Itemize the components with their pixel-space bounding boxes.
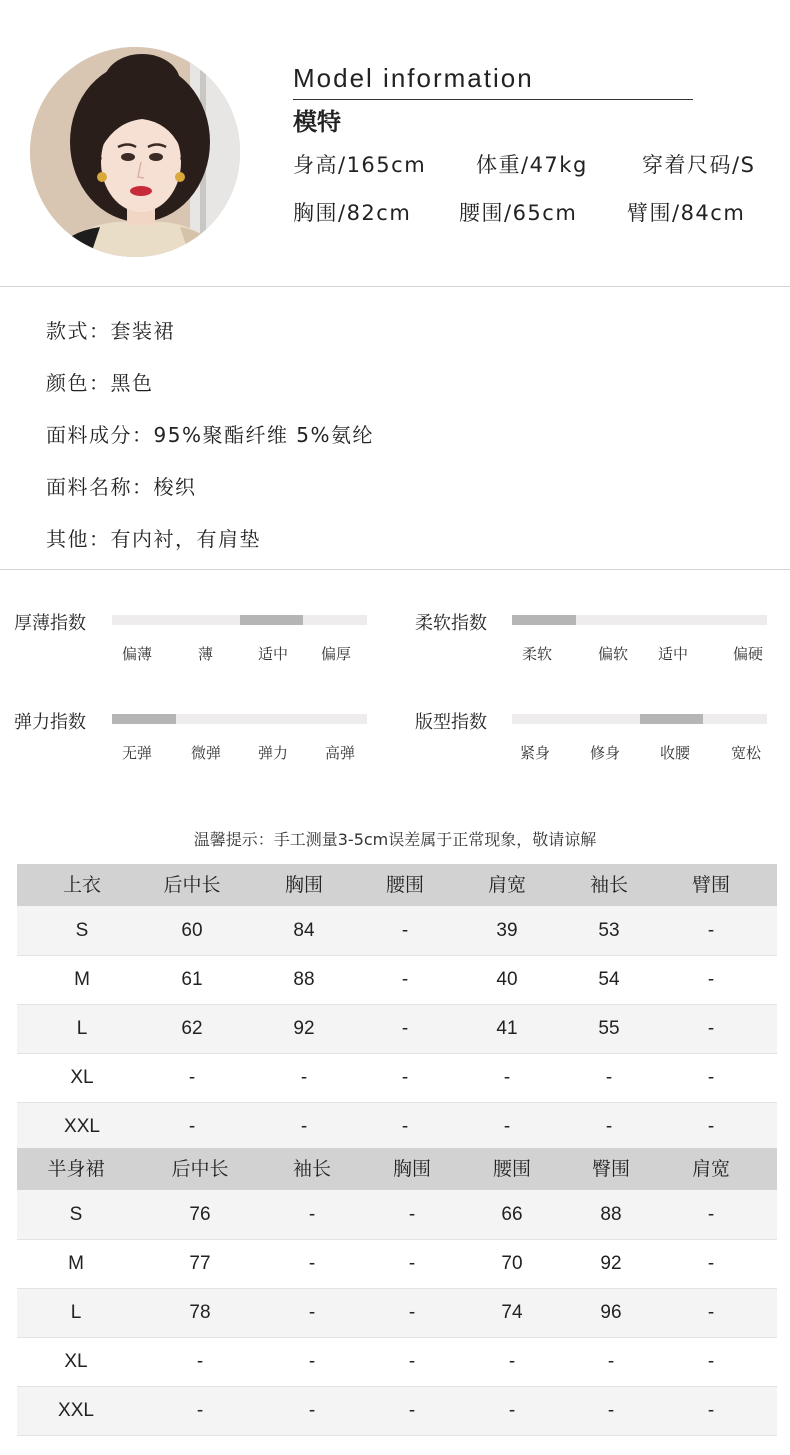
table-cell: 74 (501, 1302, 523, 1323)
table-header-cell: 肩宽 (691, 1158, 730, 1180)
model-height: 身高/165cm (293, 153, 427, 177)
table-cell: - (707, 1253, 715, 1274)
section-divider (0, 569, 790, 570)
table-cell: - (707, 920, 715, 941)
table-row (17, 1004, 777, 1053)
size-table (17, 864, 777, 1435)
table-cell: L (70, 1302, 82, 1323)
table-header-cell: 后中长 (163, 874, 221, 896)
table-cell: - (408, 1302, 416, 1323)
elasticity-index-bar (112, 714, 367, 724)
thickness-label: 偏厚 (321, 645, 352, 663)
table-row-divider (17, 1102, 777, 1103)
table-cell: - (300, 1116, 308, 1137)
table-cell: - (605, 1116, 613, 1137)
table-header-cell: 袖长 (589, 874, 628, 896)
table-header-cell: 臂围 (691, 874, 730, 896)
table-cell: M (74, 969, 90, 990)
table-cell: XXL (64, 1116, 100, 1137)
table-row (17, 1386, 777, 1435)
table-cell: - (605, 1067, 613, 1088)
table-row-divider (17, 1435, 777, 1436)
table-cell: 40 (496, 969, 518, 990)
softness-label: 偏软 (598, 645, 629, 663)
softness-label: 柔软 (522, 645, 553, 663)
table-cell: 61 (181, 969, 203, 990)
table-cell: - (503, 1116, 511, 1137)
table-header-cell: 肩宽 (487, 874, 526, 896)
table-header-cell: 腰围 (385, 874, 424, 896)
fit-index-fill (640, 714, 704, 724)
table-cell: 53 (598, 920, 620, 941)
fit-label: 紧身 (520, 744, 551, 762)
table-cell: 41 (496, 1018, 518, 1039)
table-row (17, 955, 777, 1004)
table-cell: - (707, 969, 715, 990)
model-waist: 腰围/65cm (459, 201, 578, 225)
table-row (17, 906, 777, 955)
section-divider (0, 286, 790, 287)
table-cell: - (707, 1302, 715, 1323)
table-cell: - (401, 1018, 409, 1039)
table-cell: 62 (181, 1018, 203, 1039)
table-header-cell: 胸围 (284, 874, 323, 896)
table-row (17, 1288, 777, 1337)
thickness-label: 薄 (198, 645, 214, 663)
table-header-cell: 后中长 (171, 1158, 229, 1180)
top-table-header (17, 864, 777, 906)
skirt-table-header (17, 1148, 777, 1190)
model-info-title: Model information (293, 63, 534, 93)
table-cell: 92 (600, 1253, 622, 1274)
table-cell: - (196, 1351, 204, 1372)
table-cell: 78 (189, 1302, 211, 1323)
table-row (17, 1190, 777, 1239)
thickness-index-bar (112, 615, 367, 625)
model-subtitle: 模特 (293, 108, 341, 136)
table-cell: S (75, 920, 89, 941)
table-cell: - (308, 1253, 316, 1274)
table-cell: - (401, 969, 409, 990)
model-portrait-image (30, 47, 240, 257)
softness-index-fill (512, 615, 576, 625)
table-header-cell: 胸围 (392, 1158, 431, 1180)
table-row (17, 1102, 777, 1151)
softness-label: 适中 (658, 645, 689, 663)
model-avatar (30, 47, 240, 257)
table-cell: - (188, 1116, 196, 1137)
table-cell: XXL (58, 1400, 94, 1421)
table-header-cell: 腰围 (492, 1158, 531, 1180)
model-arm: 臂围/84cm (627, 201, 746, 225)
table-cell: - (408, 1400, 416, 1421)
table-cell: 92 (293, 1018, 315, 1039)
table-cell: 84 (293, 920, 315, 941)
table-row-divider (17, 1239, 777, 1240)
table-cell: 88 (600, 1204, 622, 1225)
table-row-divider (17, 1288, 777, 1289)
model-bust: 胸围/82cm (293, 201, 412, 225)
table-cell: 76 (189, 1204, 211, 1225)
table-cell: - (401, 1116, 409, 1137)
softness-label: 偏硬 (733, 645, 764, 663)
table-cell: XL (70, 1067, 94, 1088)
softness-index-title: 柔软指数 (415, 613, 487, 634)
table-cell: - (401, 920, 409, 941)
table-cell: 54 (598, 969, 620, 990)
table-cell: - (707, 1018, 715, 1039)
table-cell: - (707, 1116, 715, 1137)
table-cell: - (508, 1351, 516, 1372)
model-weight: 体重/47kg (476, 153, 588, 177)
table-cell: - (300, 1067, 308, 1088)
table-cell: 39 (496, 920, 518, 941)
table-cell: - (308, 1302, 316, 1323)
table-cell: - (188, 1067, 196, 1088)
table-cell: L (76, 1018, 88, 1039)
table-row (17, 1337, 777, 1386)
table-row-divider (17, 1386, 777, 1387)
table-cell: - (196, 1400, 204, 1421)
table-cell: XL (64, 1351, 88, 1372)
table-cell: - (707, 1351, 715, 1372)
attr-composition: 面料成分：95%聚酯纤维 5%氨纶 (46, 423, 375, 447)
table-header-cell: 半身裙 (47, 1158, 105, 1180)
fit-index-title: 版型指数 (415, 712, 487, 733)
table-cell: 66 (501, 1204, 523, 1225)
table-header-cell: 袖长 (292, 1158, 331, 1180)
elasticity-label: 高弹 (325, 744, 356, 762)
table-cell: - (503, 1067, 511, 1088)
softness-index-bar (512, 615, 767, 625)
fit-index-bar (512, 714, 767, 724)
elasticity-label: 微弹 (191, 744, 222, 762)
fit-label: 收腰 (660, 744, 691, 762)
table-cell: - (308, 1204, 316, 1225)
table-row-divider (17, 1053, 777, 1054)
table-row (17, 1053, 777, 1102)
table-cell: - (308, 1351, 316, 1372)
table-row-divider (17, 1337, 777, 1338)
elasticity-index-title: 弹力指数 (14, 712, 86, 733)
attr-color: 颜色：黑色 (46, 371, 154, 395)
table-cell: 60 (181, 920, 203, 941)
table-cell: - (308, 1400, 316, 1421)
fit-label: 宽松 (731, 744, 762, 762)
table-cell: 70 (501, 1253, 523, 1274)
elasticity-label: 无弹 (122, 744, 153, 762)
elasticity-label: 弹力 (258, 744, 289, 762)
table-cell: 88 (293, 969, 315, 990)
measurement-tip: 温馨提示：手工测量3-5cm误差属于正常现象，敬请谅解 (193, 830, 597, 849)
table-cell: M (68, 1253, 84, 1274)
table-cell: - (408, 1204, 416, 1225)
table-cell: 96 (600, 1302, 622, 1323)
thickness-index-title: 厚薄指数 (14, 613, 86, 634)
table-cell: - (508, 1400, 516, 1421)
model-size-worn: 穿着尺码/S (642, 153, 756, 177)
table-row-divider (17, 955, 777, 956)
table-row-divider (17, 1004, 777, 1005)
table-cell: - (607, 1351, 615, 1372)
table-cell: - (707, 1067, 715, 1088)
model-title-underline (293, 99, 693, 100)
table-header-cell: 上衣 (62, 874, 101, 896)
table-cell: - (707, 1204, 715, 1225)
table-cell: - (707, 1400, 715, 1421)
table-header-cell: 臀围 (591, 1158, 630, 1180)
table-cell: - (401, 1067, 409, 1088)
elasticity-index-fill (112, 714, 176, 724)
thickness-index-fill (240, 615, 304, 625)
attr-fabric-name: 面料名称：梭织 (46, 475, 197, 499)
table-cell: S (69, 1204, 83, 1225)
table-cell: 77 (189, 1253, 211, 1274)
table-cell: 55 (598, 1018, 620, 1039)
table-row (17, 1239, 777, 1288)
table-cell: - (408, 1253, 416, 1274)
table-cell: - (408, 1351, 416, 1372)
attr-style: 款式：套装裙 (46, 319, 175, 343)
attr-other: 其他：有内衬，有肩垫 (46, 527, 261, 551)
table-cell: - (607, 1400, 615, 1421)
thickness-label: 适中 (258, 645, 289, 663)
thickness-label: 偏薄 (122, 645, 153, 663)
fit-label: 修身 (590, 744, 621, 762)
